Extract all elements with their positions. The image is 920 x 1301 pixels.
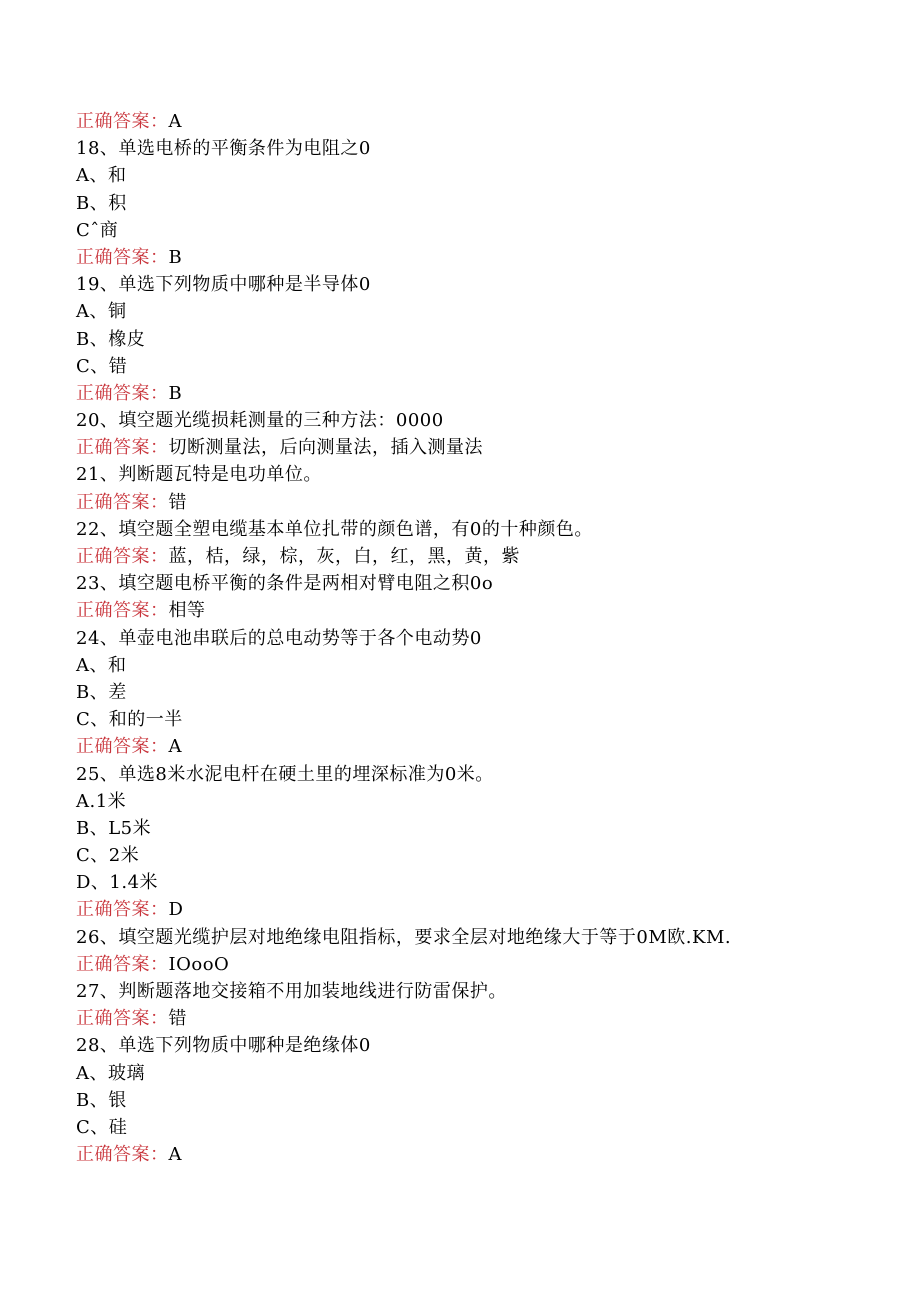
document-body (76, 108, 876, 1168)
answer-label: 正确答案： (76, 491, 169, 513)
question-line: 19、单选下列物质中哪种是半导体0 (76, 274, 371, 296)
question-line: A、和 (76, 165, 127, 187)
answer-value: 错 (168, 1008, 187, 1030)
answer-label: 正确答案： (76, 1008, 169, 1030)
question-line: A、铜 (76, 301, 127, 323)
answer-value: 切断测量法，后向测量法，插入测量法 (168, 437, 483, 459)
answer-value: B (168, 246, 183, 268)
answer-value: A (168, 736, 182, 758)
question-line: B、银 (76, 1089, 127, 1111)
answer-value: D (168, 899, 184, 921)
question-line: 18、单选电桥的平衡条件为电阻之0 (76, 138, 371, 160)
question-line: A、玻璃 (76, 1062, 145, 1084)
answer-label: 正确答案： (76, 382, 169, 404)
answer-label: 正确答案： (76, 246, 169, 268)
answer-value: 蓝，桔，绿，棕，灰，白，红，黑，黄，紫 (168, 546, 520, 567)
answer-label: 正确答案： (76, 899, 169, 921)
answer-line (76, 951, 876, 978)
answer-line (76, 1141, 876, 1168)
answer-line (76, 434, 876, 461)
answer-label: 正确答案： (76, 736, 169, 758)
question-line: Cˆ商 (76, 219, 119, 241)
answer-line (76, 597, 876, 624)
answer-value: A (168, 1144, 182, 1166)
answer-label: 正确答案： (76, 111, 169, 132)
answer-line (76, 244, 876, 271)
question-line: 26、填空题光缆护层对地绝缘电阻指标，要求全层对地绝缘大于等于0M欧.KM. (76, 926, 732, 948)
answer-line (76, 543, 876, 570)
answer-label: 正确答案： (76, 437, 169, 459)
question-line: C、和的一半 (76, 709, 183, 731)
answer-line (76, 733, 876, 760)
question-line: B、积 (76, 192, 127, 214)
question-line: 21、判断题瓦特是电功单位。 (76, 464, 322, 486)
answer-label: 正确答案： (76, 546, 169, 567)
answer-line (76, 489, 876, 516)
answer-line (76, 380, 876, 407)
answer-value: IOooO (168, 953, 230, 975)
answer-line (76, 896, 876, 923)
answer-line (76, 1005, 876, 1032)
question-line: B、差 (76, 681, 127, 703)
answer-value: A (168, 111, 182, 132)
question-line: C、错 (76, 355, 128, 377)
question-line: 23、填空题电桥平衡的条件是两相对臂电阻之积0o (76, 573, 494, 595)
answer-value: 相等 (168, 600, 206, 622)
question-line: A.1米 (76, 790, 127, 812)
question-line: A、和 (76, 654, 127, 676)
answer-label: 正确答案： (76, 600, 169, 622)
question-line: C、硅 (76, 1116, 128, 1138)
question-line: C、2米 (76, 845, 140, 867)
question-line: 27、判断题落地交接箱不用加装地线进行防雷保护。 (76, 981, 507, 1002)
question-line: 28、单选下列物质中哪种是绝缘体0 (76, 1035, 371, 1057)
answer-label: 正确答案： (76, 953, 169, 975)
question-line: 24、单壶电池串联后的总电动势等于各个电动势0 (76, 627, 482, 649)
question-line: 22、填空题全塑电缆基本单位扎带的颜色谱，有0的十种颜色。 (76, 518, 593, 540)
answer-line (76, 108, 876, 135)
answer-label: 正确答案： (76, 1144, 169, 1166)
question-line: 20、填空题光缆损耗测量的三种方法：0000 (76, 410, 444, 432)
answer-value: B (168, 382, 183, 404)
answer-value: 错 (168, 491, 187, 513)
question-line: B、L5米 (76, 817, 152, 839)
question-line: B、橡皮 (76, 328, 146, 350)
question-line: 25、单选8米水泥电杆在硬土里的埋深标准为0米。 (76, 763, 494, 785)
question-line: D、1.4米 (76, 872, 159, 894)
